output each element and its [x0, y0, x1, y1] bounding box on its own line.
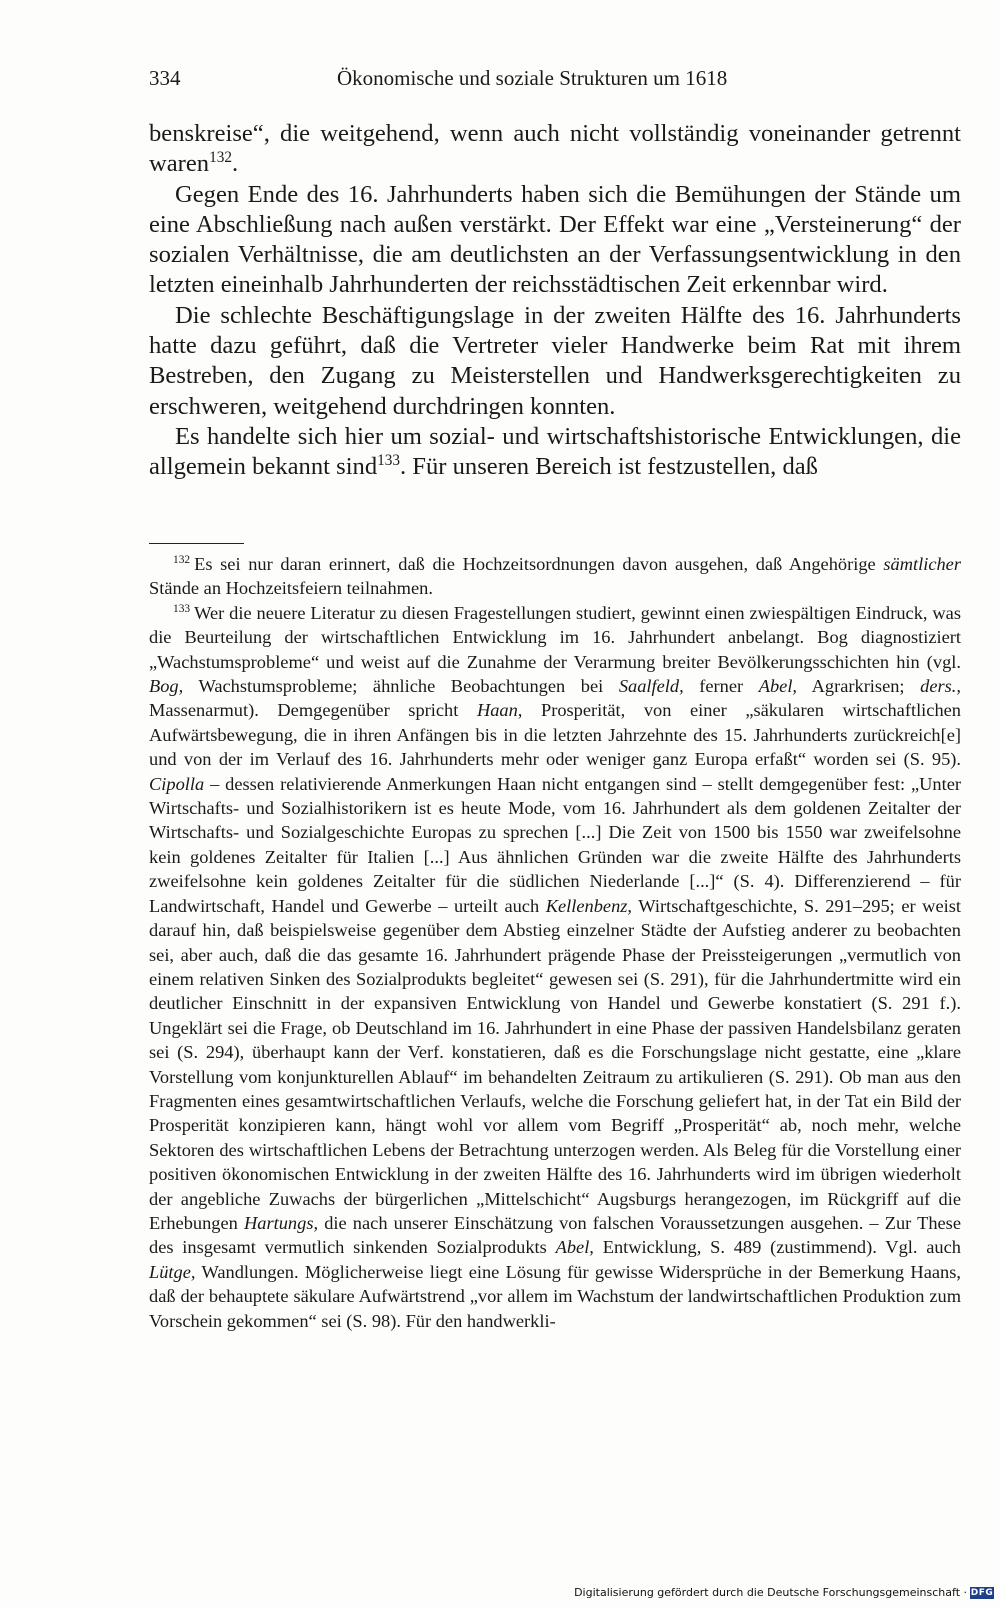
footnote-text: die nach unserer Einschätzung von falschen Voraussetzungen ausgehen. – Zur These des insgesamt vermutlich sinkenden Sozialprodukts	[149, 1212, 961, 1258]
paragraph-3: Die schlechte Beschäftigungslage in der zweiten Hälfte des 16. Jahrhunderts hatte dazu geführt, daß die Vertreter vieler Handwerke beim Rat mit ihrem Bestreben, den Zugang zu Meisterstellen und Handwerksgerechtigkeiten zu erschweren, weitgehend durchdringen konnten.	[149, 301, 961, 420]
footnote-number: 133	[173, 602, 191, 615]
footnote-ref-133[interactable]: 133	[377, 452, 400, 470]
footnote-132	[149, 552, 961, 601]
page-number: 334	[149, 66, 181, 90]
footnote-text: Massenarmut). Demgegenüber spricht	[149, 700, 477, 721]
paragraph-4-end: . Für unseren Bereich ist festzustellen, daß	[400, 453, 818, 481]
digitization-credit	[574, 1586, 994, 1600]
paragraph-1-text: benskreise“, die weitgehend, wenn auch nicht vollständig voneinander getrennt waren	[149, 120, 961, 178]
footnote-133	[149, 601, 961, 1333]
author-name: Hartungs,	[243, 1212, 319, 1233]
footnote-text: Entwicklung, S. 489 (zustimmend). Vgl. auch	[593, 1237, 961, 1258]
author-name: Kellenbenz,	[545, 895, 633, 916]
running-title: Ökonomische und soziale Strukturen um 1618	[337, 66, 728, 90]
footnotes	[149, 552, 961, 1333]
footnote-text: Stände an Hochzeitsfeiern teilnahmen.	[149, 578, 433, 599]
footnote-italic: sämtlicher	[883, 554, 961, 574]
paragraph-1-end: .	[231, 150, 239, 178]
dfg-logo-icon: DFG	[970, 1588, 994, 1598]
author-name: Cipolla	[149, 773, 205, 794]
main-text	[149, 119, 961, 483]
footnote-text: Wandlungen. Möglicherweise liegt eine Lösung für gewisse Widersprüche in der Bemerkung Haans, daß der behauptete säkulare Aufwärtstrend „vor allem im Wachstum der landwirtschaftlichen Produktion zum Vorschein gekommen“ sei (S. 98). Für den handwerkli-	[149, 1261, 961, 1331]
author-name: Lütge,	[149, 1261, 196, 1282]
footnote-text: Wachstumsprobleme; ähnliche Beobachtungen bei	[183, 676, 619, 697]
author-name: Bog,	[149, 676, 184, 697]
footnote-text: Wirtschaftgeschichte, S. 291–295; er weist darauf hin, daß beispielsweise gegenüber dem Abstieg einzelner Städte der Aufstieg anderer zu beobachten sei, aber auch, daß die das gesamte 16. Jahrhundert prägende Phase der Preissteigerungen „vermutlich von einem relativen Sinken des Sozialprodukts begleitet“ gewesen sei (S. 291), für die Jahrhundertmitte wird ein deutlicher Einschnitt in der expansiven Entwicklung von Handel und Gewerbe konstatiert (S. 291 f.). Ungeklärt sei die Frage, ob Deutschland im 16. Jahrhundert in eine Phase der passiven Handelsbilanz geraten sei (S. 294), überhaupt kann der Verf. konstatieren, daß es die Forschungslage nicht gestatte, eine „klare Vorstellung vom konjunkturellen Ablauf“ im behandelten Zeitraum zu artikulieren (S. 291). Ob man aus den Fragmenten eines gesamtwirtschaftlichen Verlaufs, welche die Forschung geliefert hat, in der Tat ein Bild der Prosperität konzipieren kann, hängt wohl vor allem vom Begriff „Prosperität“ ab, noch mehr, welche Sektoren des wirtschaftlichen Lebens der Betrachtung unterzogen werden. Als Beleg für die Vorstellung einer positiven ökonomischen Entwicklung in der zweiten Hälfte des 16. Jahrhunderts wird im übrigen wiederholt der angebliche Zuwachs der bürgerlichen „Mittelschicht“ Augsburgs herangezogen, im Rückgriff auf die Erhebungen	[149, 895, 961, 1233]
paragraph-4	[149, 422, 961, 483]
paragraph-1	[149, 119, 961, 180]
credit-text: Digitalisierung gefördert durch die Deutsche Forschungsgemeinschaft ·	[574, 1586, 967, 1599]
footnote-divider	[149, 543, 244, 544]
author-name: ders.,	[920, 676, 961, 697]
footnote-text: – dessen relativierende Anmerkungen Haan nicht entgangen sind – stellt demgegenüber fest: „Unter Wirtschafts- und Sozialhistorikern ist es heute Mode, vom 16. Jahrhundert als dem goldenen Zeitalter der Wirtschafts- und Sozialgeschichte Europas zu sprechen [...] Die Zeit von 1500 bis 1550 war zweifelsohne kein goldenes Zeitalter für Italien [...] Aus ähnlichen Gründen war die zweite Hälfte des Jahrhunderts zweifelsohne kein goldenes Zeitalter für die südlichen Niederlande [...]“ (S. 4). Differenzierend – für Landwirtschaft, Handel und Gewerbe – urteilt auch	[149, 773, 961, 916]
author-name: Abel,	[758, 676, 798, 697]
author-name: Saalfeld,	[618, 676, 684, 697]
paragraph-2: Gegen Ende des 16. Jahrhunderts haben sich die Bemühungen der Stände um eine Abschließung nach außen verstärkt. Der Effekt war eine „Versteinerung“ der sozialen Verhältnisse, die am deutlichsten an der Verfassungsentwicklung in den letzten eineinhalb Jahrhunderten der reichsstädtischen Zeit erkennbar wird.	[149, 180, 961, 299]
footnote-number: 132	[173, 553, 191, 566]
author-name: Abel,	[555, 1237, 594, 1258]
footnote-ref-132[interactable]: 132	[209, 149, 232, 167]
paragraph-4-text: Es handelte sich hier um sozial- und wirtschaftshistorische Entwicklungen, die allgemein bekannt sind	[149, 422, 961, 481]
footnote-text: Es sei nur daran erinnert, daß die Hochzeitsordnungen davon ausgehen, daß Angehörige	[194, 554, 884, 574]
footnote-text: Wer die neuere Literatur zu diesen Fragestellungen studiert, gewinnt einen zwiespältigen Eindruck, was die Beurteilung der wirtschaftlichen Entwicklung im 16. Jahrhundert anbelangt. Bog diagnostiziert „Wachstumsprobleme“ und weist auf die Zunahme der Verarmung breiter Bevölkerungsschichten hin (vgl.	[149, 602, 961, 672]
footnote-text: ferner	[683, 676, 759, 697]
footnote-text: Agrarkrisen;	[797, 676, 921, 697]
author-name: Haan,	[476, 700, 523, 721]
footnote-text: Prosperität, von einer „säkularen wirtschaftlichen Aufwärtsbewegung, die in ihren Anfängen bis in die letzten Jahrzehnte des 15. Jahrhunderts zurückreich[e] und von der im Verlauf des 16. Jahrhunderts mehr oder weniger ganz Europa erfaßt“ worden sei (S. 95).	[149, 700, 962, 770]
